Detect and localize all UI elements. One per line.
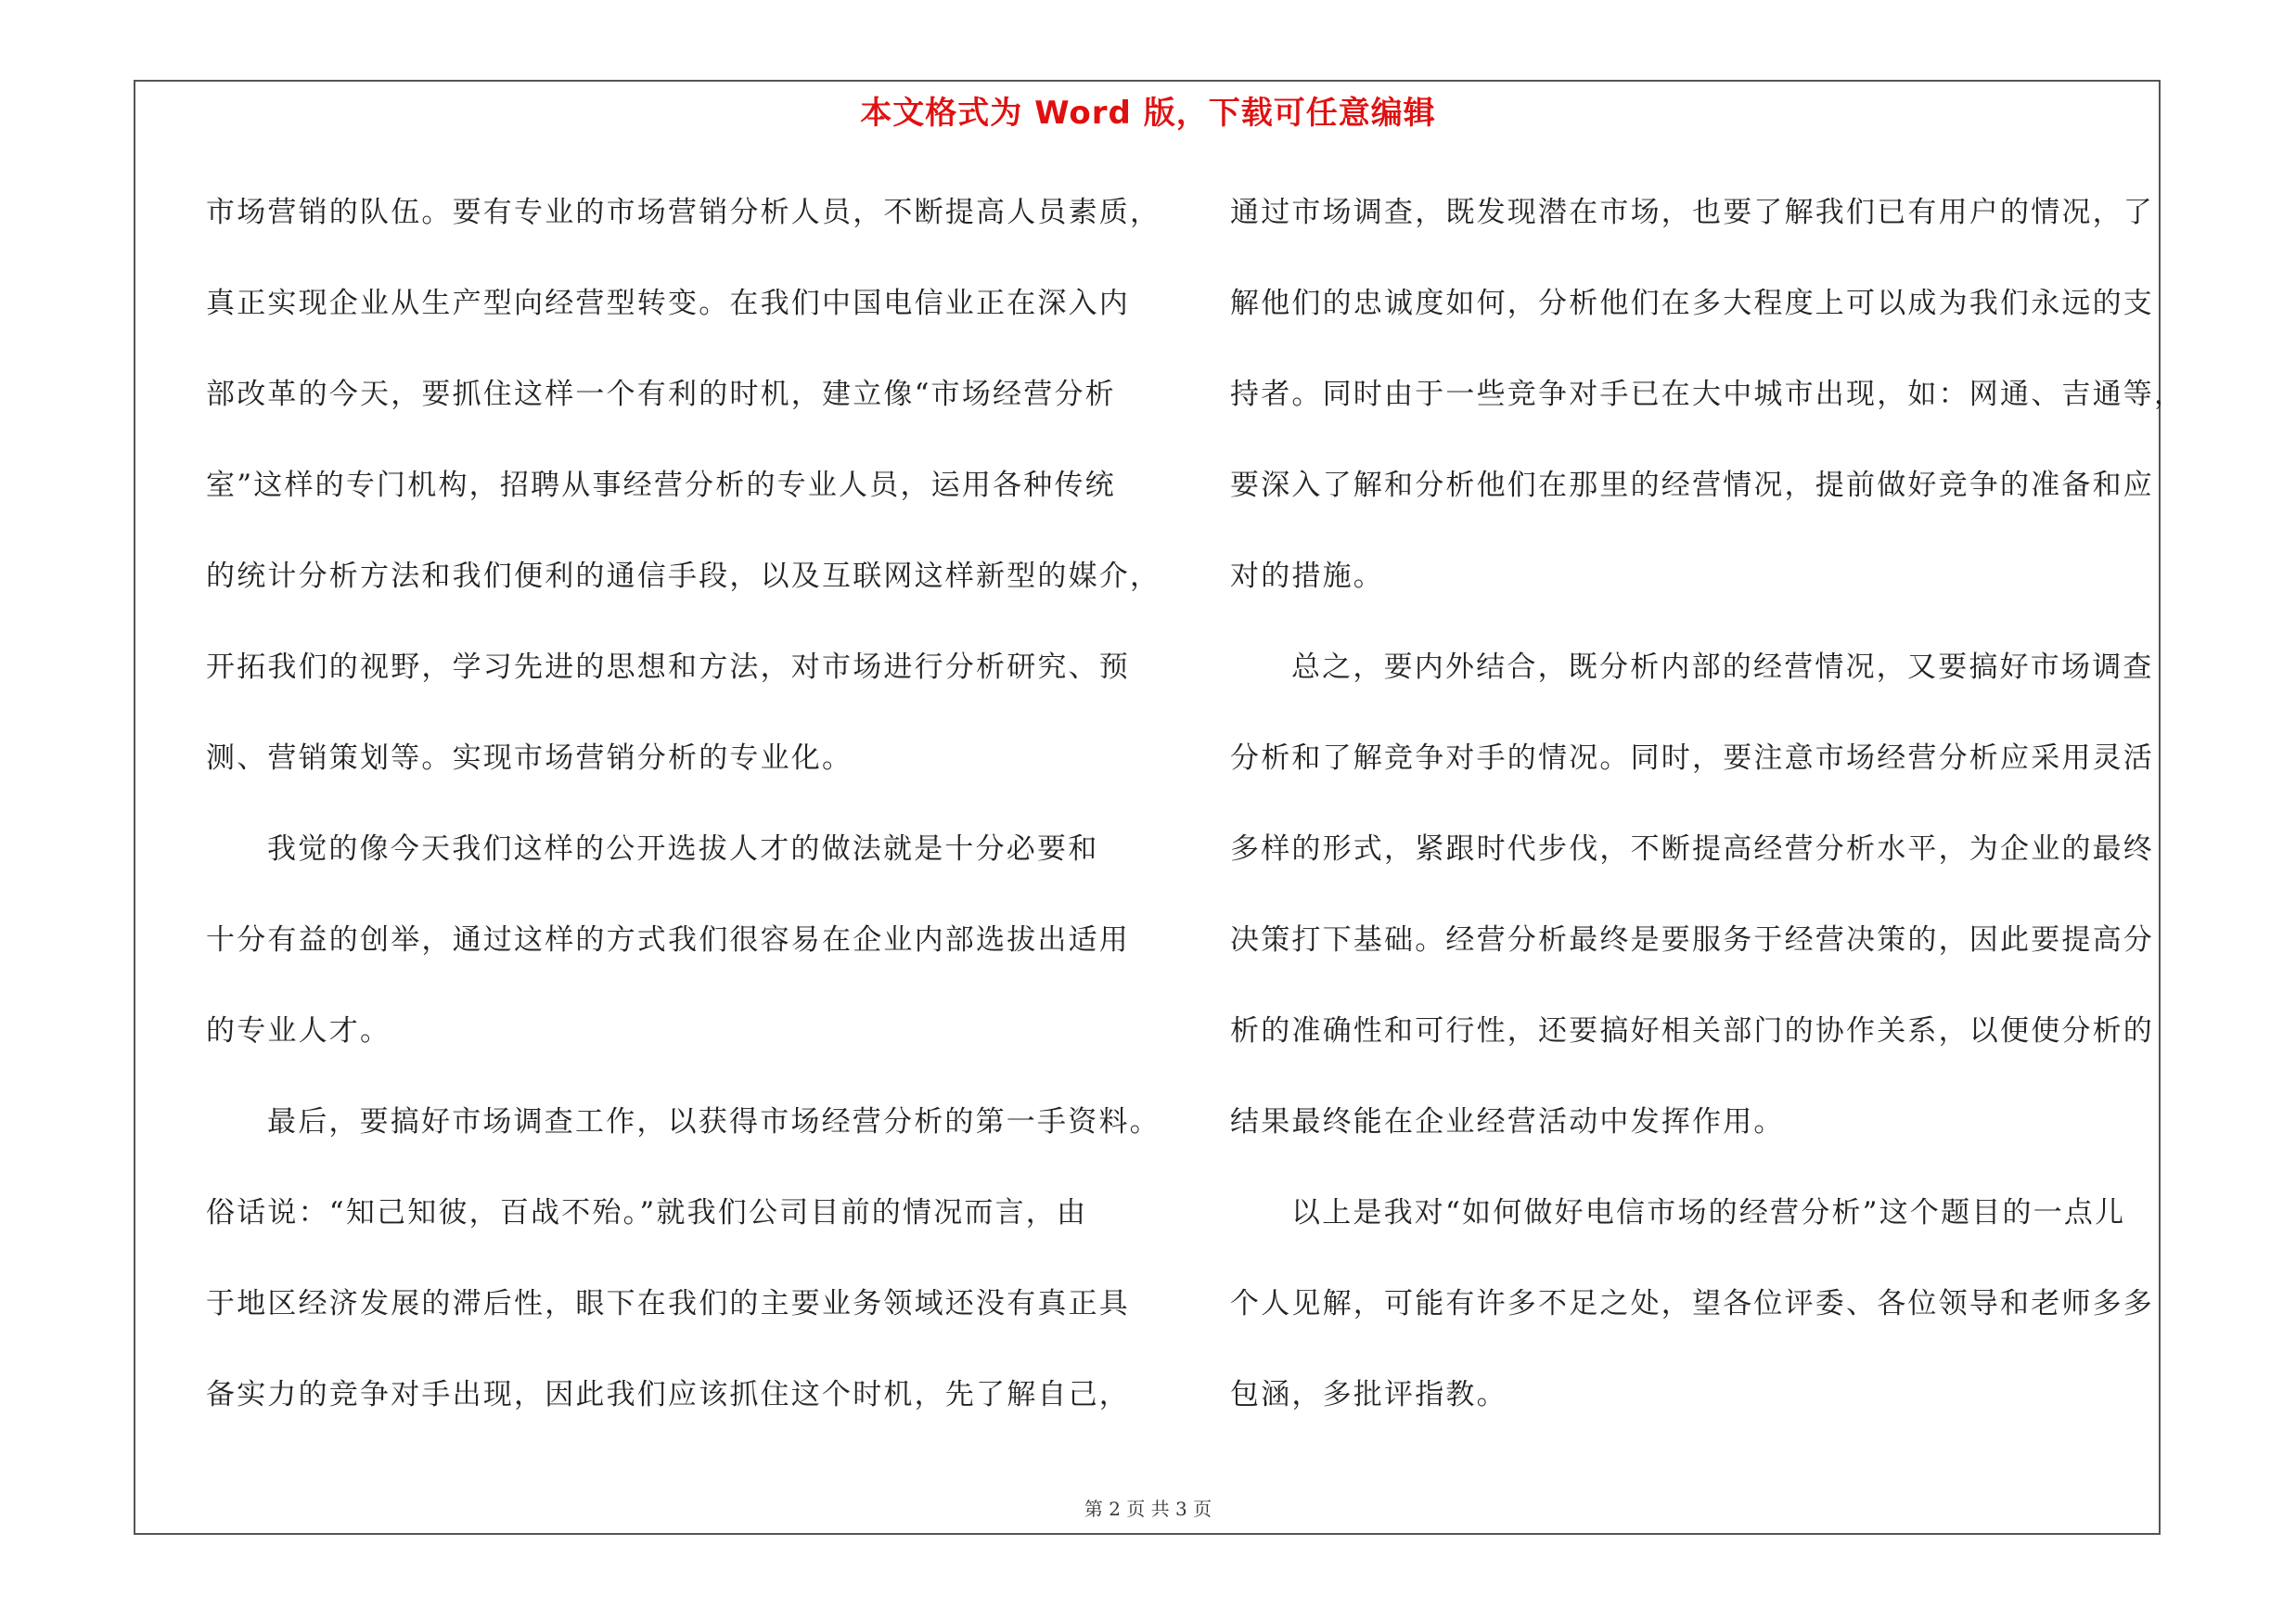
text-line: 备实力的竞争对手出现，因此我们应该抓住这个时机，先了解自己， xyxy=(206,1378,1130,1411)
text-line: 部改革的今天，要抓住这样一个有利的时机，建立像“市场经营分析 xyxy=(206,378,1116,411)
text-line: 总之，要内外结合，既分析内部的经营情况，又要搞好市场调查 xyxy=(1291,650,2154,684)
text-line: 分析和了解竞争对手的情况。同时，要注意市场经营分析应采用灵活 xyxy=(1230,741,2154,775)
text-line: 的统计分析方法和我们便利的通信手段，以及互联网这样新型的媒介， xyxy=(206,560,1161,593)
text-line: 多样的形式，紧跟时代步伐，不断提高经营分析水平，为企业的最终 xyxy=(1230,832,2154,866)
text-line: 最后，要搞好市场调查工作，以获得市场经营分析的第一手资料。 xyxy=(267,1105,1161,1139)
text-line: 持者。同时由于一些竞争对手已在大中城市出现，如：网通、吉通等， xyxy=(1230,378,2186,411)
text-line: 的专业人才。 xyxy=(206,1014,391,1048)
text-line: 室”这样的专门机构，招聘从事经营分析的专业人员，运用各种传统 xyxy=(206,469,1116,502)
text-line: 俗话说：“知己知彼，百战不殆。”就我们公司目前的情况而言，由 xyxy=(206,1196,1088,1230)
text-line: 开拓我们的视野，学习先进的思想和方法，对市场进行分析研究、预 xyxy=(206,650,1130,684)
left-text-column xyxy=(206,179,1161,1452)
text-line: 要深入了解和分析他们在那里的经营情况，提前做好竞争的准备和应 xyxy=(1230,469,2154,502)
header-banner: 本文格式为 Word 版，下载可任意编辑 xyxy=(860,95,1436,132)
text-line: 市场营销的队伍。要有专业的市场营销分析人员，不断提高人员素质， xyxy=(206,196,1161,229)
text-line: 对的措施。 xyxy=(1230,560,1384,593)
text-line: 结果最终能在企业经营活动中发挥作用。 xyxy=(1230,1105,1785,1139)
text-line: 真正实现企业从生产型向经营型转变。在我们中国电信业正在深入内 xyxy=(206,287,1130,320)
page-number-footer: 第 2 页 共 3 页 xyxy=(1084,1498,1212,1520)
text-line: 个人见解，可能有许多不足之处，望各位评委、各位领导和老师多多 xyxy=(1230,1287,2154,1320)
text-line: 测、营销策划等。实现市场营销分析的专业化。 xyxy=(206,741,853,775)
text-line: 于地区经济发展的滞后性，眼下在我们的主要业务领域还没有真正具 xyxy=(206,1287,1130,1320)
text-line: 析的准确性和可行性，还要搞好相关部门的协作关系，以便使分析的 xyxy=(1230,1014,2154,1048)
text-line: 决策打下基础。经营分析最终是要服务于经营决策的，因此要提高分 xyxy=(1230,923,2154,957)
text-line: 以上是我对“如何做好电信市场的经营分析”这个题目的一点儿 xyxy=(1291,1196,2126,1230)
text-line: 包涵，多批评指教。 xyxy=(1230,1378,1507,1411)
text-line: 解他们的忠诚度如何，分析他们在多大程度上可以成为我们永远的支 xyxy=(1230,287,2154,320)
text-line: 十分有益的创举，通过这样的方式我们很容易在企业内部选拔出适用 xyxy=(206,923,1130,957)
text-line: 我觉的像今天我们这样的公开选拔人才的做法就是十分必要和 xyxy=(267,832,1099,866)
text-line: 通过市场调查，既发现潜在市场，也要了解我们已有用户的情况，了 xyxy=(1230,196,2154,229)
right-text-column xyxy=(1230,179,2186,1452)
